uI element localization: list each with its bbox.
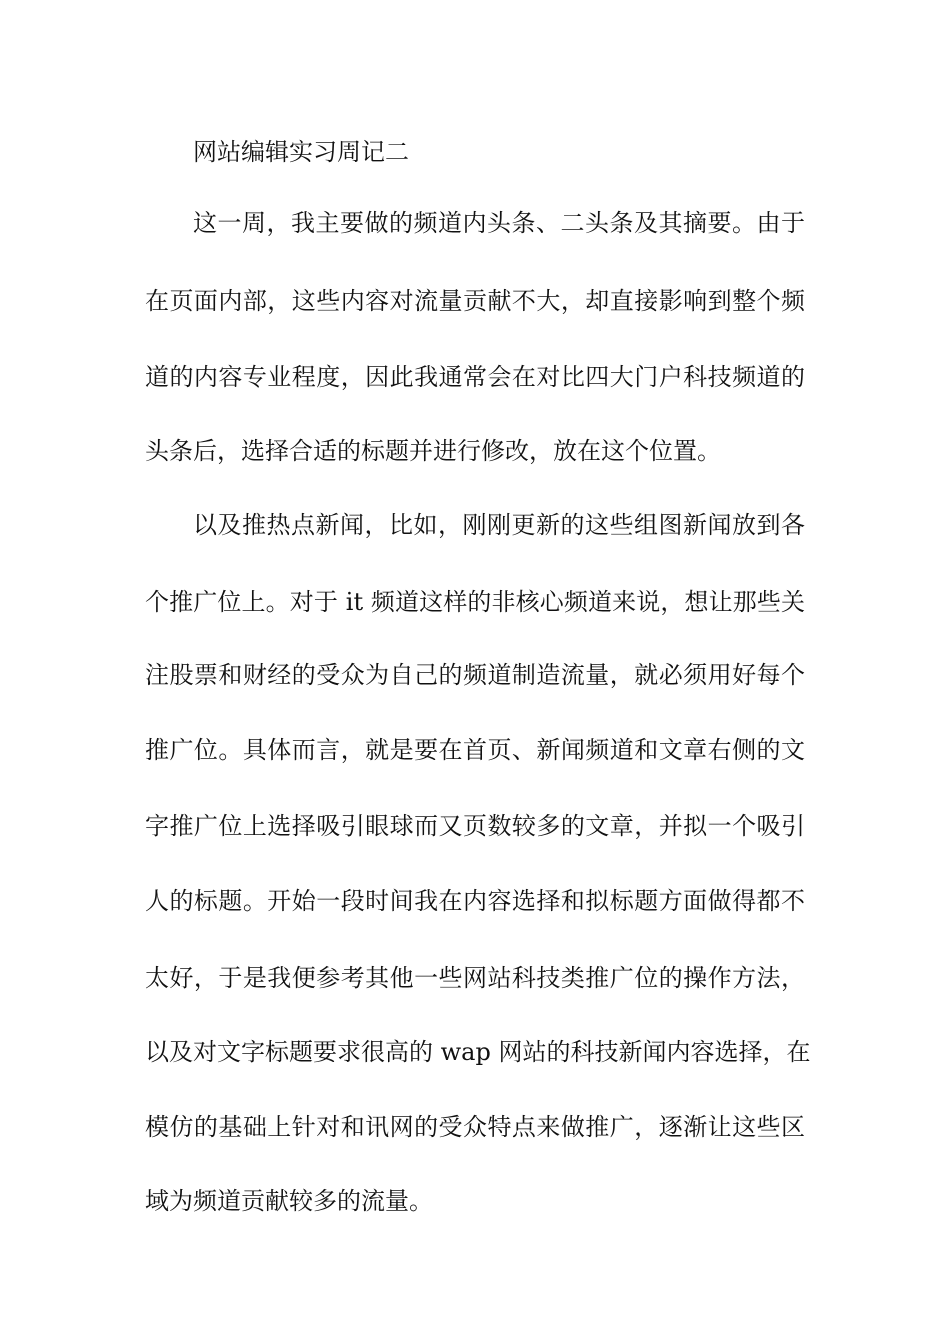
- paragraph-line: 人的标题。开始一段时间我在内容选择和拟标题方面做得都不: [145, 887, 805, 915]
- paragraph-line: 个推广位上。对于 it 频道这样的非核心频道来说，想让那些关: [145, 588, 805, 616]
- paragraph-line: 模仿的基础上针对和讯网的受众特点来做推广，逐渐让这些区: [145, 1113, 805, 1141]
- paragraph-line: 头条后，选择合适的标题并进行修改，放在这个位置。: [145, 437, 721, 465]
- paragraph-line: 域为频道贡献较多的流量。: [145, 1187, 433, 1215]
- paragraph-line: 太好，于是我便参考其他一些网站科技类推广位的操作方法，: [145, 964, 805, 992]
- paragraph-line: 字推广位上选择吸引眼球而又页数较多的文章，并拟一个吸引: [145, 812, 805, 840]
- paragraph-line: 以及对文字标题要求很高的 wap 网站的科技新闻内容选择，在: [145, 1038, 811, 1066]
- paragraph-line: 这一周，我主要做的频道内头条、二头条及其摘要。由于: [193, 209, 805, 237]
- paragraph-line: 注股票和财经的受众为自己的频道制造流量，就必须用好每个: [145, 661, 805, 689]
- document-title: 网站编辑实习周记二: [193, 138, 409, 166]
- paragraph-line: 在页面内部，这些内容对流量贡献不大，却直接影响到整个频: [145, 287, 805, 315]
- paragraph-line: 推广位。具体而言，就是要在首页、新闻频道和文章右侧的文: [145, 736, 805, 764]
- paragraph-line: 道的内容专业程度，因此我通常会在对比四大门户科技频道的: [145, 363, 805, 391]
- paragraph-line: 以及推热点新闻，比如，刚刚更新的这些组图新闻放到各: [193, 511, 805, 539]
